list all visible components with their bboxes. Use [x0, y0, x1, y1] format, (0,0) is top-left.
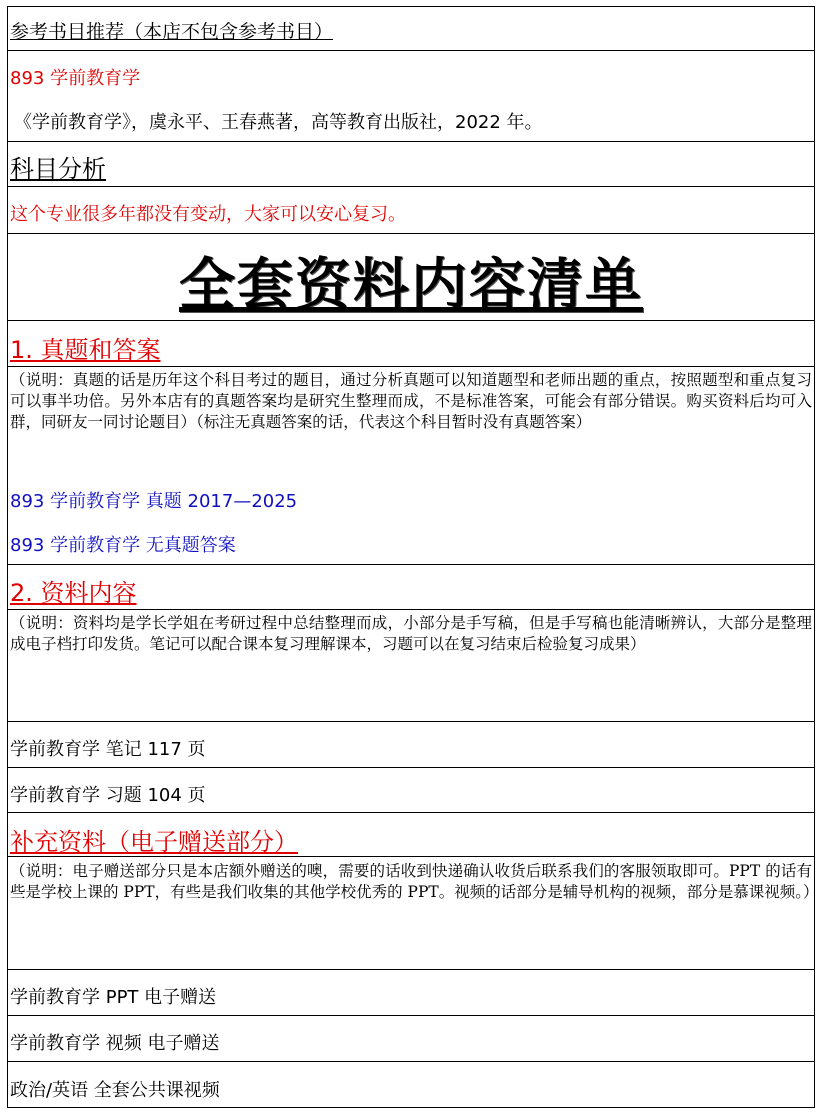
divider — [7, 141, 815, 142]
divider — [7, 969, 815, 970]
divider — [7, 1061, 815, 1062]
divider — [7, 1015, 815, 1016]
divider — [7, 233, 815, 234]
section2-heading: 2. 资料内容 — [10, 579, 137, 607]
divider — [7, 812, 815, 813]
section1-heading: 1. 真题和答案 — [10, 336, 161, 364]
divider — [7, 767, 815, 768]
divider — [7, 564, 815, 565]
section3-item: 学前教育学 PPT 电子赠送 — [10, 987, 217, 1008]
document-sheet — [7, 6, 819, 1108]
section1-item: 893 学前教育学 无真题答案 — [10, 535, 236, 556]
ref-books-heading: 参考书目推荐（本店不包含参考书目） — [10, 21, 334, 43]
divider — [7, 721, 815, 722]
public-course-item: 政治/英语 全套公共课视频 — [10, 1080, 220, 1101]
divider — [7, 50, 815, 51]
analysis-text: 这个专业很多年都没有变动，大家可以安心复习。 — [10, 204, 406, 225]
section3-note: （说明：电子赠送部分只是本店额外赠送的噢，需要的话收到快递确认收货后联系我们的客服领取即可。PPT 的话有些是学校上课的 PPT，有些是我们收集的其他学校优秀的 PPT。视频的话部分是辅导机构的视频，部分是慕课视频。） — [10, 862, 819, 901]
section3-heading: 补充资料（电子赠送部分） — [10, 828, 298, 856]
ref-books-code: 893 学前教育学 — [10, 68, 141, 89]
section2-item: 学前教育学 笔记 117 页 — [10, 739, 206, 760]
divider — [7, 609, 815, 610]
section1-note: （说明：真题的话是历年这个科目考过的题目，通过分析真题可以知道题型和老师出题的重点，按照题型和重点复习可以事半功倍。另外本店有的真题答案均是研究生整理而成，不是标准答案，可能会有部分错误。购买资料后均可入群，同研友一同讨论题目）（标注无真题答案的话，代表这个科目暂时没有真题答案） — [10, 371, 812, 431]
analysis-heading: 科目分析 — [10, 155, 106, 183]
section2-item: 学前教育学 习题 104 页 — [10, 785, 206, 806]
divider — [7, 186, 815, 187]
main-title: 全套资料内容清单 — [179, 253, 643, 318]
divider — [7, 366, 815, 367]
section3-item: 学前教育学 视频 电子赠送 — [10, 1033, 220, 1054]
section2-note: （说明：资料均是学长学姐在考研过程中总结整理而成，小部分是手写稿，但是手写稿也能清晰辨认，大部分是整理成电子档打印发货。笔记可以配合课本复习理解课本，习题可以在复习结束后检验复习成果） — [10, 614, 812, 653]
ref-books-book: 《学前教育学》，虞永平、王春燕著，高等教育出版社，2022 年。 — [14, 112, 543, 133]
section1-item: 893 学前教育学 真题 2017—2025 — [10, 491, 298, 512]
